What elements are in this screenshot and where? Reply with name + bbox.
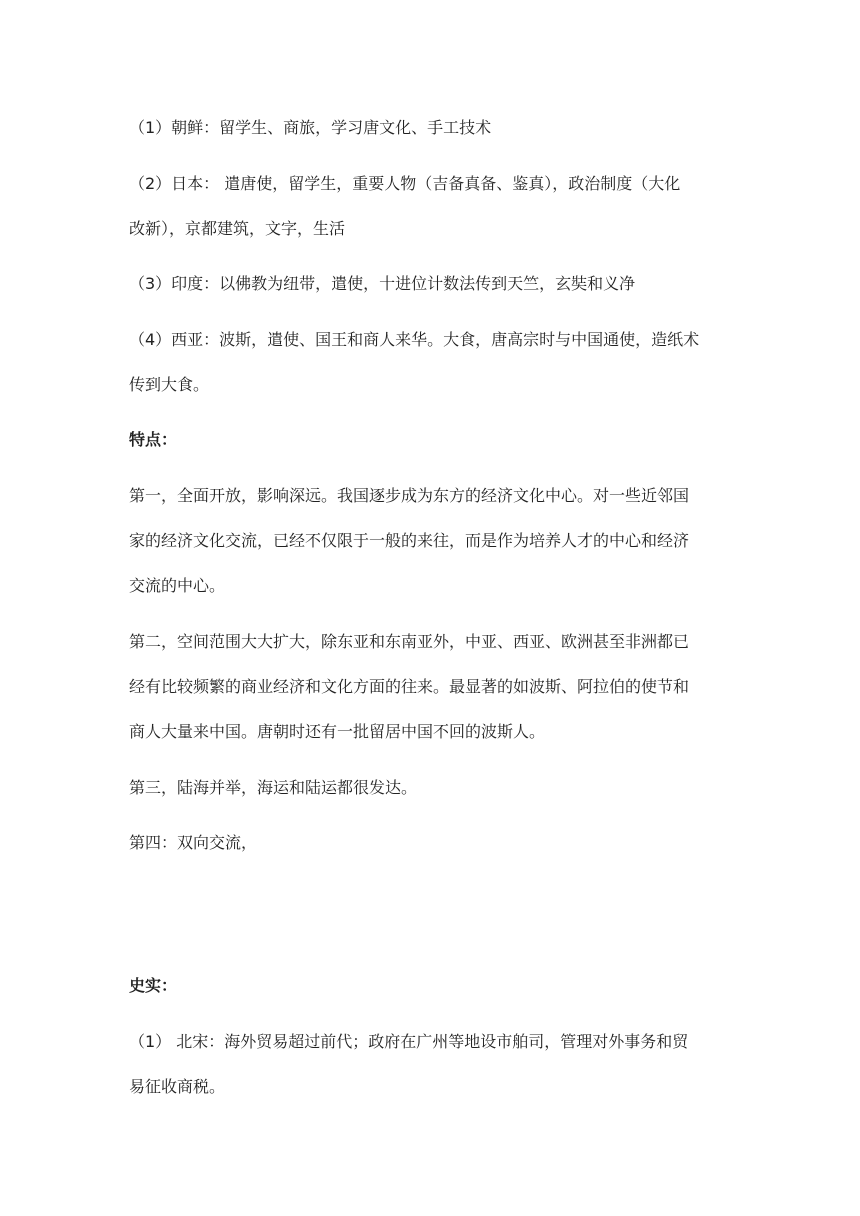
paragraph-west-asia-line1: （4）西亚：波斯，遣使、国王和商人来华。大食，唐高宗时与中国通使，造纸术	[129, 330, 700, 349]
feature-fourth: 第四：双向交流，	[129, 833, 258, 852]
fact-northern-song-line2: 易征收商税。	[129, 1077, 226, 1096]
paragraph-korea: （1）朝鲜：留学生、商旅，学习唐文化、手工技术	[129, 118, 492, 137]
feature-third: 第三，陆海并举，海运和陆运都很发达。	[129, 778, 418, 797]
paragraph-japan-line2: 改新），京都建筑，文字，生活	[129, 219, 346, 238]
feature-second-line1: 第二，空间范围大大扩大，除东亚和东南亚外，中亚、西亚、欧洲甚至非洲都已	[129, 632, 690, 651]
paragraph-japan-line1: （2）日本： 遣唐使，留学生，重要人物（吉备真备、鉴真），政治制度（大化	[129, 174, 681, 193]
fact-northern-song-line1: （1） 北宋：海外贸易超过前代；政府在广州等地设市舶司，管理对外事务和贸	[129, 1032, 689, 1051]
heading-features: 特点：	[129, 430, 178, 449]
paragraph-west-asia-line2: 传到大食。	[129, 375, 210, 394]
paragraph-india: （3）印度：以佛教为纽带，遣使，十进位计数法传到天竺，玄奘和义净	[129, 274, 636, 293]
feature-second-line3: 商人大量来中国。唐朝时还有一批留居中国不回的波斯人。	[129, 722, 546, 741]
feature-first-line1: 第一，全面开放，影响深远。我国逐步成为东方的经济文化中心。对一些近邻国	[129, 486, 690, 505]
feature-second-line2: 经有比较频繁的商业经济和文化方面的往来。最显著的如波斯、阿拉伯的使节和	[129, 677, 690, 696]
feature-first-line2: 家的经济文化交流，已经不仅限于一般的来往，而是作为培养人才的中心和经济	[129, 531, 690, 550]
heading-historical-facts: 史实：	[129, 976, 178, 995]
feature-first-line3: 交流的中心。	[129, 576, 226, 595]
